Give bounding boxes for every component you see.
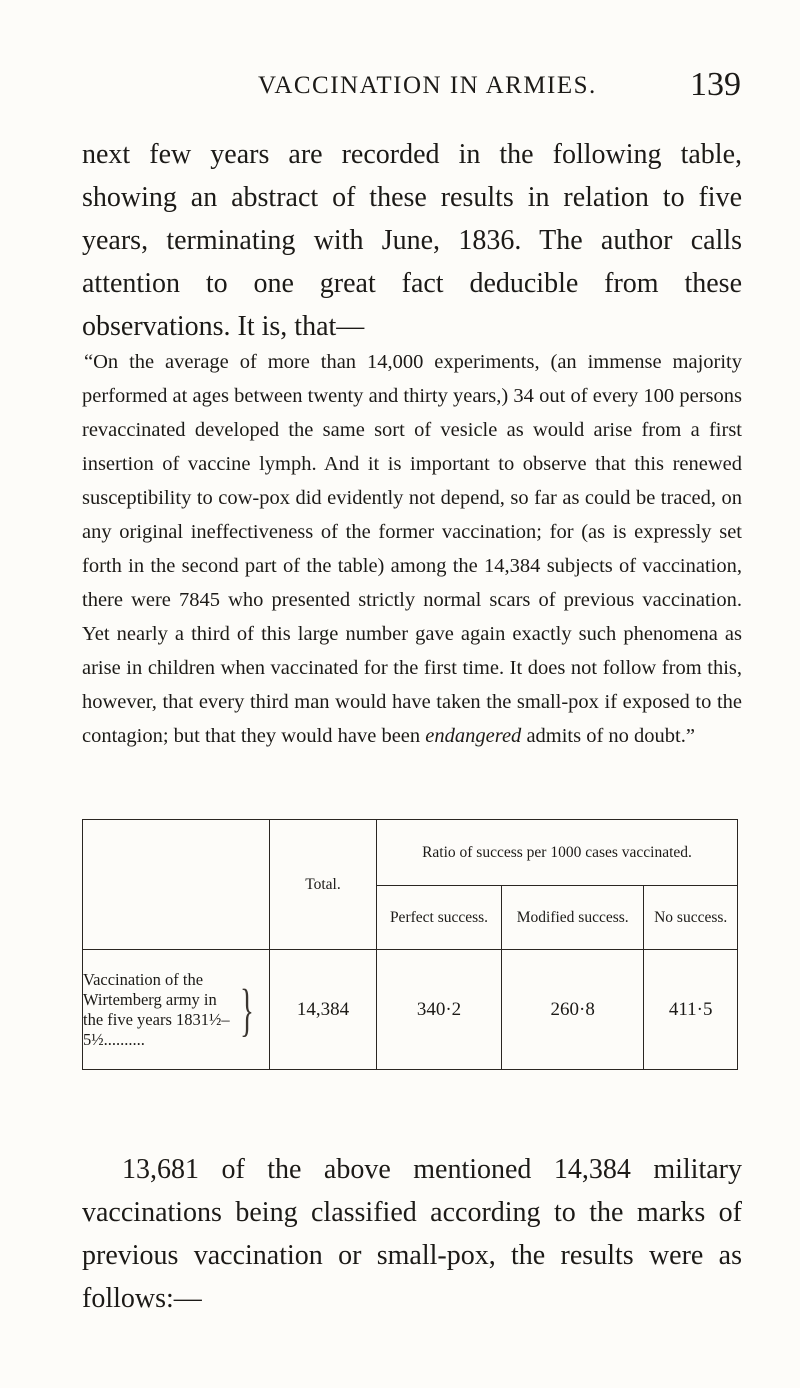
page-number: 139 (690, 66, 741, 103)
total-value: 14,384 (270, 950, 377, 1070)
table-header-row (83, 820, 738, 886)
modified-success-value: 260·8 (502, 950, 644, 1070)
follow-paragraph-text: 13,681 of the above mentioned 14,384 military vaccinations being classified according to the marks of previous vaccination or small-pox, the results were as follows:— (82, 1154, 742, 1314)
total-header: Total. (270, 820, 377, 950)
table-row (83, 950, 738, 1070)
quotation-text (82, 345, 742, 753)
quotation-block (82, 345, 742, 753)
quotation-text-part-2: admits of no doubt.” (521, 725, 695, 747)
ratio-header: Ratio of success per 1000 cases vaccinated. (377, 820, 738, 886)
quotation-emphasis: endangered (425, 725, 522, 747)
row-label-cell (83, 950, 270, 1070)
no-success-header: No success. (644, 886, 738, 950)
no-success-value: 411·5 (644, 950, 738, 1070)
table-corner-cell (83, 820, 270, 950)
lead-paragraph-text: next few years are recorded in the following table, showing an abstract of these results in relation to five years, terminating with June, 1836. The author calls attention to one great fact deducible from these observations. It is, that— (82, 139, 742, 342)
running-header (0, 66, 800, 112)
perfect-success-header: Perfect success. (377, 886, 502, 950)
follow-paragraph (82, 1148, 742, 1320)
lead-paragraph (82, 133, 742, 348)
perfect-success-value: 340·2 (377, 950, 502, 1070)
quotation-text-part-1: “On the average of more than 14,000 experiments, (an immense majority performed at ages between twenty and thirty years,) 34 out of every 100 persons revaccinated developed the same sort of vesicle as would arise from a first insertion of vaccine lymph. And it is important to observe that this renewed susceptibility to cow-pox did evidently not depend, so far as could be traced, on any original ineffectiveness of the former vaccination; for (as is expressly set forth in the second part of the table) among the 14,384 subjects of vaccination, there were 7845 who presented strictly normal scars of previous vaccination. Yet nearly a third of this large number gave again exactly such phenomena as arise in children when vaccinated for the first time. It does not follow from this, however, that every third man would have taken the small-pox if exposed to the contagion; but that they would have been (82, 351, 742, 747)
modified-success-header: Modified success. (502, 886, 644, 950)
results-table (82, 819, 738, 1070)
running-title: VACCINATION IN ARMIES. (258, 72, 597, 99)
brace-glyph: } (239, 976, 254, 1042)
row-label: Vaccination of the Wirtemberg army in the five years 1831½–5½.......... (83, 969, 230, 1049)
